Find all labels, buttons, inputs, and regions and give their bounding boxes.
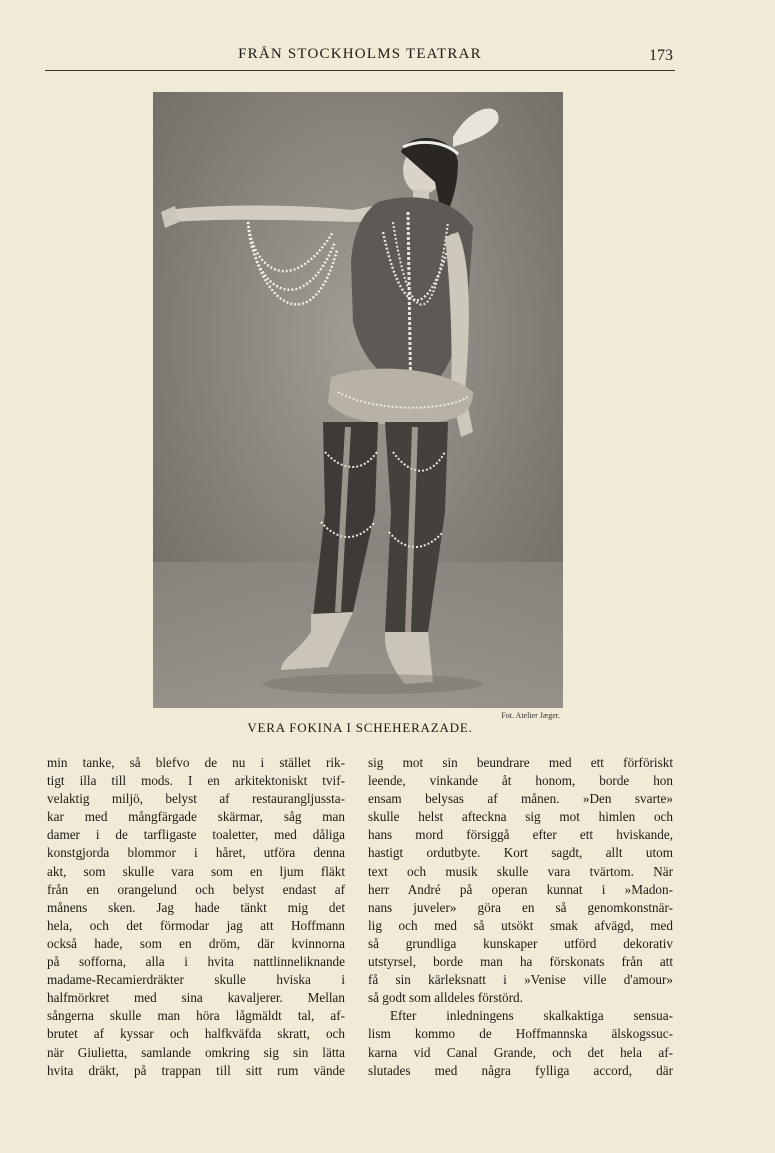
left-column bbox=[47, 754, 345, 1080]
dancer-illustration bbox=[153, 92, 563, 708]
text-line: slutades med några fylliga accord, där bbox=[368, 1062, 673, 1078]
running-head bbox=[45, 44, 675, 71]
text-line: så grundliga kunskaper utförd dekorativ bbox=[368, 935, 673, 951]
text-line: halfmörkret med sina kavaljerer. Mellan bbox=[47, 990, 345, 1006]
text-line: från en orangelund och belyst endast af bbox=[47, 881, 345, 897]
text-line: min tanke, så blefvo de nu i stället rik- bbox=[47, 755, 345, 770]
text-line: sångerna skulle man höra lågmäldt tal, af- bbox=[47, 1008, 345, 1024]
text-line: få sin kärleksnatt i »Venise ville d'amour» bbox=[368, 972, 673, 988]
text-line: Efter inledningens skalkaktiga sensua- bbox=[390, 1008, 673, 1024]
text-line: karna vid Canal Grande, och det hela af- bbox=[368, 1044, 673, 1060]
text-line: herr André på operan kunnat i »Madon- bbox=[368, 881, 673, 897]
text-line: brutet af kyssar och halfkväfda skratt, och bbox=[47, 1026, 345, 1042]
text-line: damer i de tarfligaste toaletter, med dåliga bbox=[47, 827, 345, 843]
text-line: också hade, som en dröm, där kvinnorna bbox=[47, 935, 345, 951]
text-line: hans mord försiggå efter ett hviskande, bbox=[368, 827, 673, 843]
text-line: hastigt ordutbyte. Kort sagdt, allt utom bbox=[368, 845, 673, 861]
text-line: ensam belysas af månen. »Den svarte» bbox=[368, 791, 673, 807]
photo-credit: Fot. Atelier Jæger. bbox=[501, 711, 560, 720]
text-line: akt, som skulle vara som en ljum fläkt bbox=[47, 863, 345, 879]
text-line: leende, vinkande åt honom, borde hon bbox=[368, 773, 673, 789]
text-line: utstyrsel, borde man ha förskonats från att bbox=[368, 954, 673, 970]
text-line: så godt som alldeles förstörd. bbox=[368, 990, 523, 1006]
text-line: tigt illa till mods. I en arkitektoniskt tvif- bbox=[47, 773, 345, 789]
figure-caption: VERA FOKINA I SCHEHERAZADE. bbox=[247, 720, 473, 735]
text-line: kar med mångfärgade skärmar, såg man bbox=[47, 809, 345, 825]
text-line: nans juveler» göra en så genomkonstnär- bbox=[368, 899, 673, 915]
text-line: lig och med så utsökt smak afvägd, med bbox=[368, 917, 673, 933]
text-line: hvita dräkt, på trappan till sitt rum vände bbox=[47, 1062, 345, 1078]
text-line: skulle helst afteckna sig mot himlen och bbox=[368, 809, 673, 825]
page-number: 173 bbox=[649, 47, 673, 64]
text-line: sig mot sin beundrare med ett förföriskt bbox=[368, 755, 673, 770]
text-line: lism kommo de Hoffmannska älskogssuc- bbox=[368, 1026, 673, 1042]
text-line: velaktig miljö, belyst af restaurangljussta- bbox=[47, 791, 345, 807]
text-line: text och musik skulle vara tvärtom. När bbox=[368, 863, 673, 879]
right-column bbox=[368, 754, 673, 1080]
dancer-photograph bbox=[153, 92, 563, 708]
running-title: FRÅN STOCKHOLMS TEATRAR bbox=[238, 46, 482, 62]
text-line: konstgjorda blommor i håret, utföra denna bbox=[47, 845, 345, 861]
text-line: månens sken. Jag hade tänkt mig det bbox=[47, 899, 345, 915]
text-line: hela, och det förmodar jag att Hoffmann bbox=[47, 917, 345, 933]
text-line: när Giulietta, samlande omkring sig sin lätta bbox=[47, 1044, 345, 1060]
text-line: på sofforna, alla i hvita nattlinneliknande bbox=[47, 954, 345, 970]
text-line: madame-Recamierdräkter skulle hviska i bbox=[47, 972, 345, 988]
